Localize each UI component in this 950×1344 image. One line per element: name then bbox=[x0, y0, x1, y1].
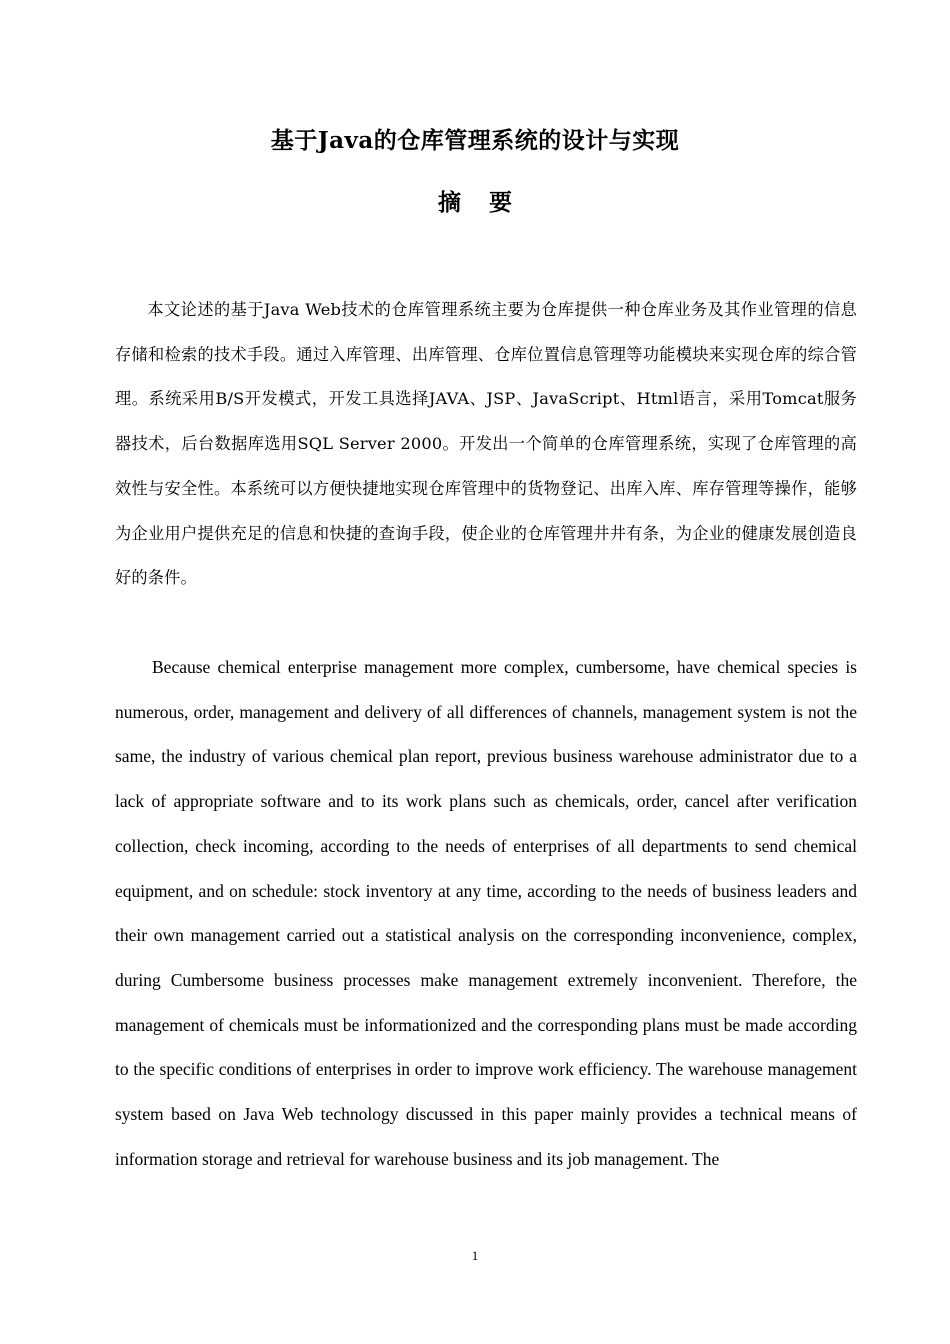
abstract-heading-char-1: 摘 bbox=[438, 189, 461, 216]
english-abstract-paragraph: Because chemical enterprise management more complex, cumbersome, have chemical species is numerous, order, management and delivery of all differences of channels, management system is not the same, the industry of various chemical plan report, previous business warehouse administrator due to a lack of appropriate software and to its work plans such as chemicals, order, cancel after verification collection, check incoming, according to the needs of enterprises of all departments to send chemical equipment, and on schedule: stock inventory at any time, according to the needs of business leaders and their own management carried out a statistical analysis on the corresponding inconvenience, complex, during Cumbersome business processes make management extremely inconvenient. Therefore, the management of chemicals must be informationized and the corresponding plans must be made according to the specific conditions of enterprises in order to improve work efficiency. The warehouse management system based on Java Web technology discussed in this paper mainly provides a technical means of information storage and retrieval for warehouse business and its job management. The bbox=[115, 657, 857, 1169]
abstract-heading-char-2: 要 bbox=[489, 189, 512, 216]
abstract-heading bbox=[0, 186, 950, 220]
document-title: 基于Java的仓库管理系统的设计与实现 bbox=[270, 127, 680, 154]
chinese-abstract-paragraph: 本文论述的基于Java Web技术的仓库管理系统主要为仓库提供一种仓库业务及其作业管理的信息存储和检索的技术手段。通过入库管理、出库管理、仓库位置信息管理等功能模块来实现仓库的综合管理。系统采用B/S开发模式，开发工具选择JAVA、JSP、JavaScript、Html语言，采用Tomcat服务器技术，后台数据库选用SQL Server 2000。开发出一个简单的仓库管理系统，实现了仓库管理的高效性与安全性。本系统可以方便快捷地实现仓库管理中的货物登记、出库入库、库存管理等操作，能够为企业用户提供充足的信息和快捷的查询手段，使企业的仓库管理井井有条，为企业的健康发展创造良好的条件。 bbox=[115, 300, 857, 588]
page-number: 1 bbox=[471, 1248, 479, 1263]
